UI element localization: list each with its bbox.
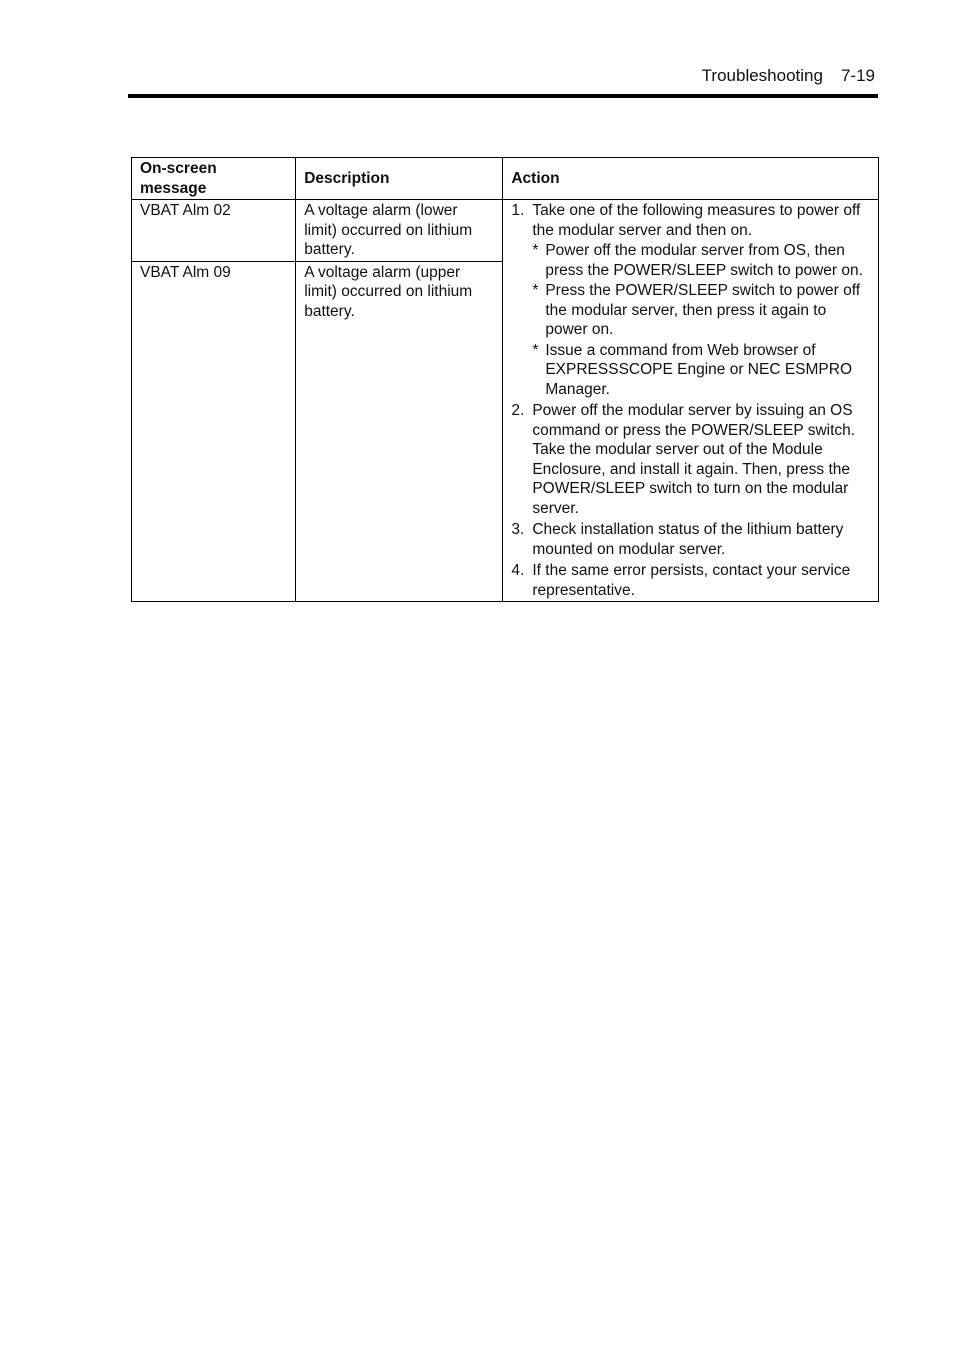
error-message-table [131,157,879,602]
step-number: 1. [511,202,525,219]
page-number: 7-19 [840,66,875,85]
message-cell: VBAT Alm 09 [132,261,296,602]
measure-list [532,241,870,399]
step-text: Take one of the following measures to power off the modular server and then on. [532,202,861,239]
column-header-message: On-screen message [132,158,296,200]
action-step-3 [511,520,870,559]
action-step-2 [511,401,870,518]
action-steps [511,201,870,600]
action-step-4 [511,561,870,600]
action-cell [503,200,879,602]
bullet-mark: * [532,242,539,259]
step-number: 3. [511,521,525,538]
measure-text: Press the POWER/SLEEP switch to power off the modular server, then press it again to power on. [545,282,861,338]
measure-text: Power off the modular server from OS, then press the POWER/SLEEP switch to power on. [545,242,863,279]
column-header-description: Description [296,158,503,200]
page-header [702,66,875,86]
measure-text: Issue a command from Web browser of EXPRESSSCOPE Engine or NEC ESMPRO Manager. [545,341,853,398]
measure-item [532,281,870,340]
measure-item [532,241,870,280]
section-title: Troubleshooting [701,66,823,85]
table-header-row [132,158,879,200]
description-cell: A voltage alarm (upper limit) occurred on lithium battery. [296,261,503,602]
step-text: Power off the modular server by issuing an OS command or press the POWER/SLEEP switch. Take the modular server out of the Module Enclosure, and install it again. Then, press the POWER/SLEEP switch to turn on the modular server. [532,402,856,517]
measure-item [532,341,870,400]
table-row [132,200,879,262]
step-text: If the same error persists, contact your service representative. [532,562,851,599]
step-number: 2. [511,402,525,419]
step-number: 4. [511,562,525,579]
header-rule [128,94,878,98]
step-text: Check installation status of the lithium battery mounted on modular server. [532,521,844,558]
bullet-mark: * [532,341,539,359]
column-header-action: Action [503,158,879,200]
description-cell: A voltage alarm (lower limit) occurred on lithium battery. [296,200,503,262]
action-step-1 [511,201,870,399]
bullet-mark: * [532,282,539,299]
message-cell: VBAT Alm 02 [132,200,296,262]
